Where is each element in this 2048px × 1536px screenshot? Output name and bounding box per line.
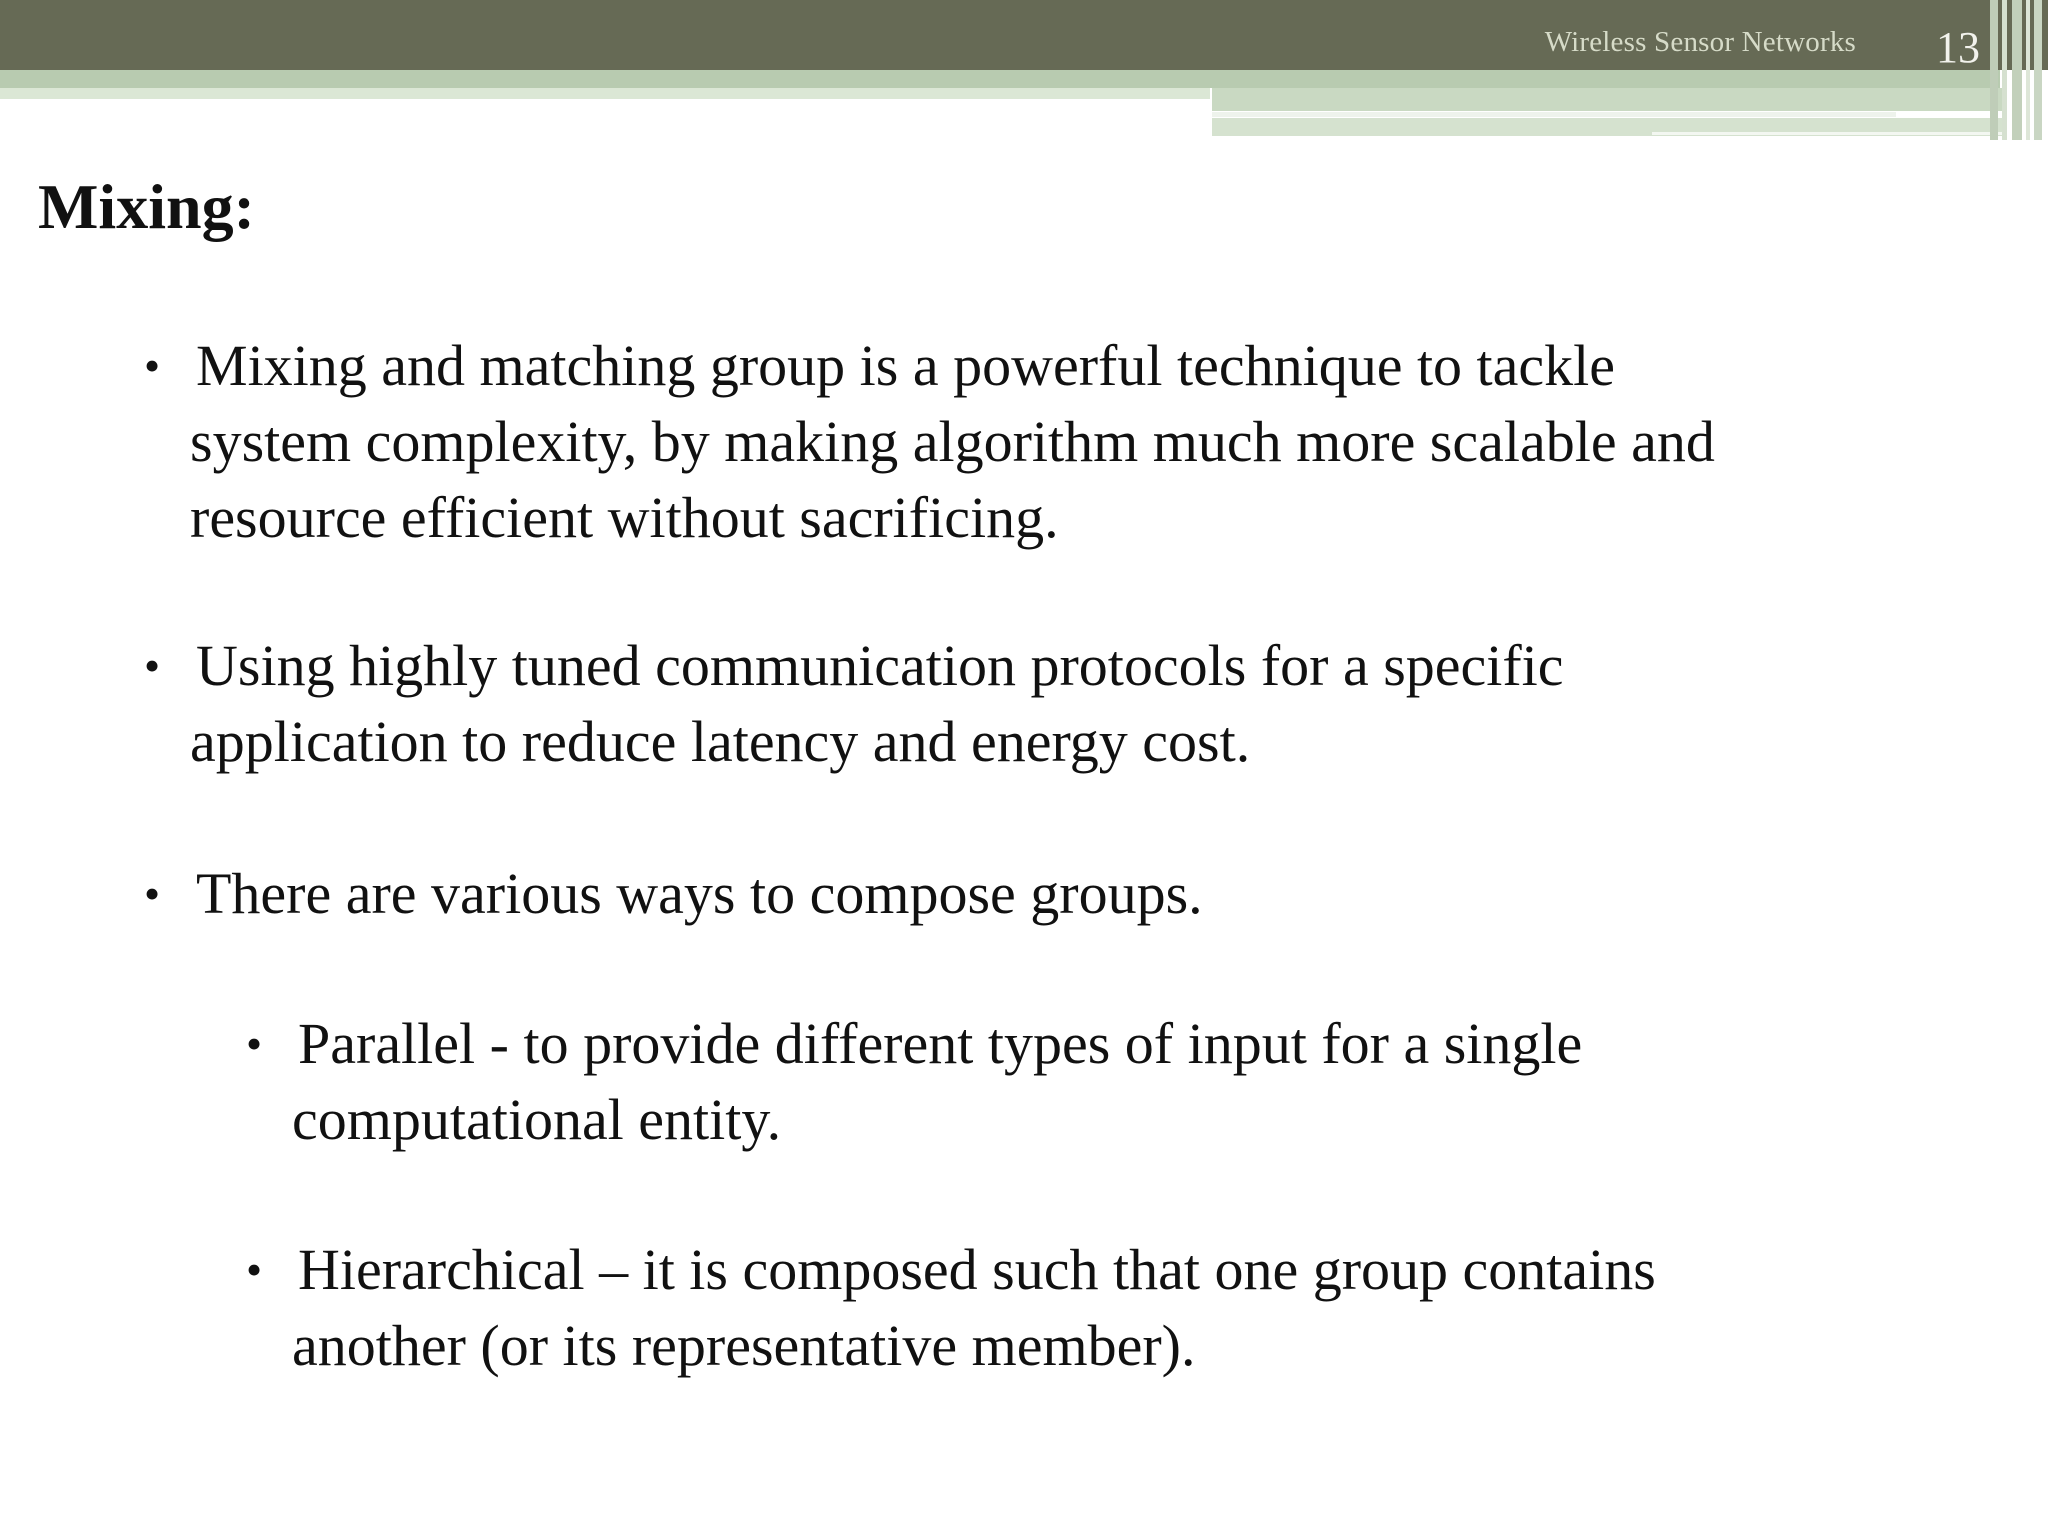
sub-bullet-text (292, 1006, 1583, 1158)
bullet-dot-icon: • (144, 340, 161, 391)
bullet-line: Mixing and matching group is a powerful technique to tackle (196, 333, 1616, 398)
bullet-line: Parallel - to provide different types of input for a single (298, 1011, 1583, 1076)
sub-bullet-text (292, 1232, 1656, 1384)
bullet-line: resource efficient without sacrificing. (190, 485, 1059, 550)
decorative-stripe (2002, 0, 2007, 140)
slide-title: Mixing: (38, 171, 255, 242)
sub-bullet-item (246, 1006, 1583, 1158)
decorative-stripe (2026, 0, 2030, 140)
decorative-stripe (2012, 0, 2022, 140)
bullet-line: system complexity, by making algorithm much more scalable and (190, 409, 1715, 474)
header-accent-band (0, 70, 2000, 88)
bullet-dot-icon: • (144, 868, 161, 919)
bullet-item (144, 628, 1564, 780)
header-accent-band-right (1212, 88, 2002, 111)
header-accent-line (1212, 112, 1896, 117)
bullet-text (196, 856, 1203, 932)
bullet-text (190, 328, 1715, 556)
bullet-line: There are various ways to compose groups. (196, 861, 1203, 926)
bullet-line: application to reduce latency and energy cost. (190, 709, 1251, 774)
presentation-title: Wireless Sensor Networks (1544, 26, 1856, 58)
header-accent-band-light (0, 88, 1210, 99)
bullet-dot-icon: • (144, 640, 161, 691)
bullet-line: computational entity. (292, 1087, 782, 1152)
bullet-dot-icon: • (246, 1244, 263, 1295)
bullet-item (144, 328, 1715, 556)
bullet-line: Using highly tuned communication protocols for a specific (196, 633, 1564, 698)
page-number: 13 (1936, 23, 1980, 72)
bullet-line: Hierarchical – it is composed such that one group contains (298, 1237, 1656, 1302)
header-accent-line-lower (1652, 132, 2002, 135)
bullet-text (190, 628, 1564, 780)
decorative-stripe (1990, 0, 1998, 140)
bullet-line: another (or its representative member). (292, 1313, 1196, 1378)
bullet-item (144, 856, 1203, 932)
bullet-dot-icon: • (246, 1018, 263, 1069)
sub-bullet-item (246, 1232, 1656, 1384)
decorative-stripe (2034, 0, 2042, 140)
